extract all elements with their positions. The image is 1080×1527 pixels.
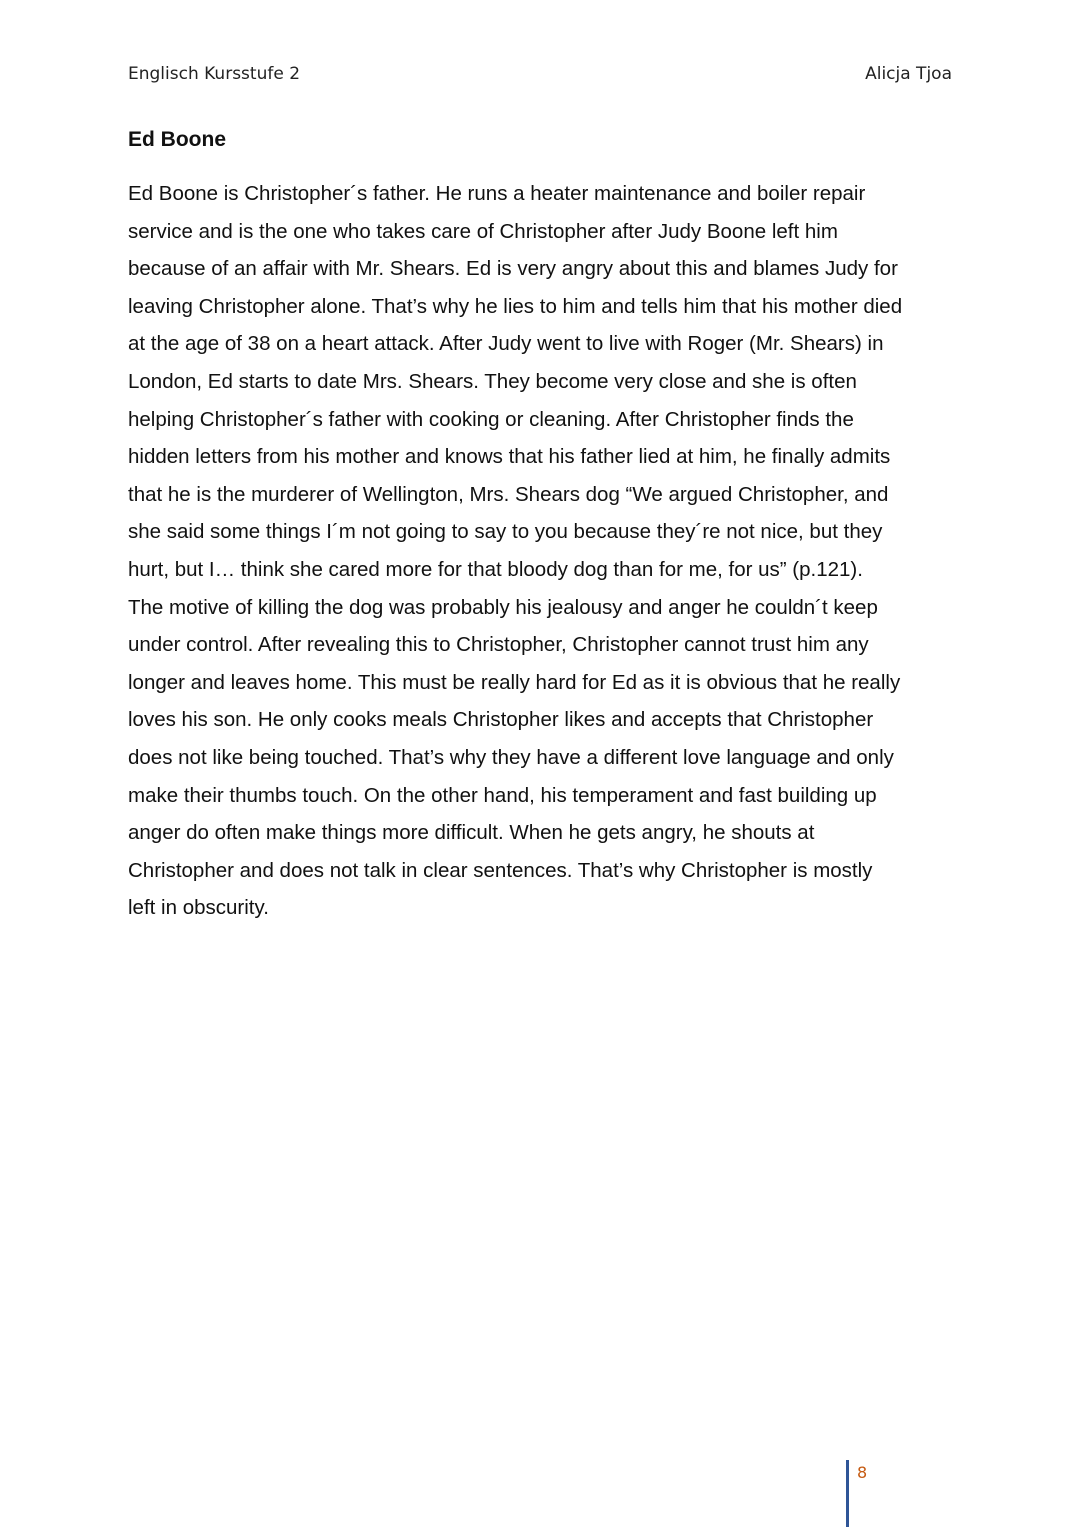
page-number: 8 (857, 1463, 868, 1482)
footer-divider (846, 1460, 849, 1527)
section-title: Ed Boone (128, 128, 226, 151)
section-body: Ed Boone is Christopher´s father. He runs a heater maintenance and boiler repair service and is the one who takes care of Christopher after Judy Boone left him because of an affair with Mr. Shears. Ed is very angry about this and blames Judy for leaving Christopher alone. That’s why he lies to him and tells him that his mother died at the age of 38 on a heart attack. After Judy went to live with Roger (Mr. Shears) in London, Ed starts to date Mrs. Shears. They become very close and she is often helping Christopher´s father with cooking or cleaning. After Christopher finds the hidden letters from his mother and knows that his father lied at him, he finally admits that he is the murderer of Wellington, Mrs. Shears dog “We argued Christopher, and she said some things I´m not going to say to you because they´re not nice, but they hurt, but I… think she cared more for that bloody dog than for me, for us” (p.121). The motive of killing the dog was probably his jealousy and anger he couldn´t keep under control. After revealing this to Christopher, Christopher cannot trust him any longer and leaves home. This must be really hard for Ed as it is obvious that he really loves his son. He only cooks meals Christopher likes and accepts that Christopher does not like being touched. That’s why they have a different love language and only make their thumbs touch. On the other hand, his temperament and fast building up anger do often make things more difficult. When he gets angry, he shouts at Christopher and does not talk in clear sentences. That’s why Christopher is mostly left in obscurity. (128, 182, 903, 920)
header-author: Alicja Tjoa (865, 64, 952, 84)
header-course: Englisch Kursstufe 2 (128, 64, 301, 84)
